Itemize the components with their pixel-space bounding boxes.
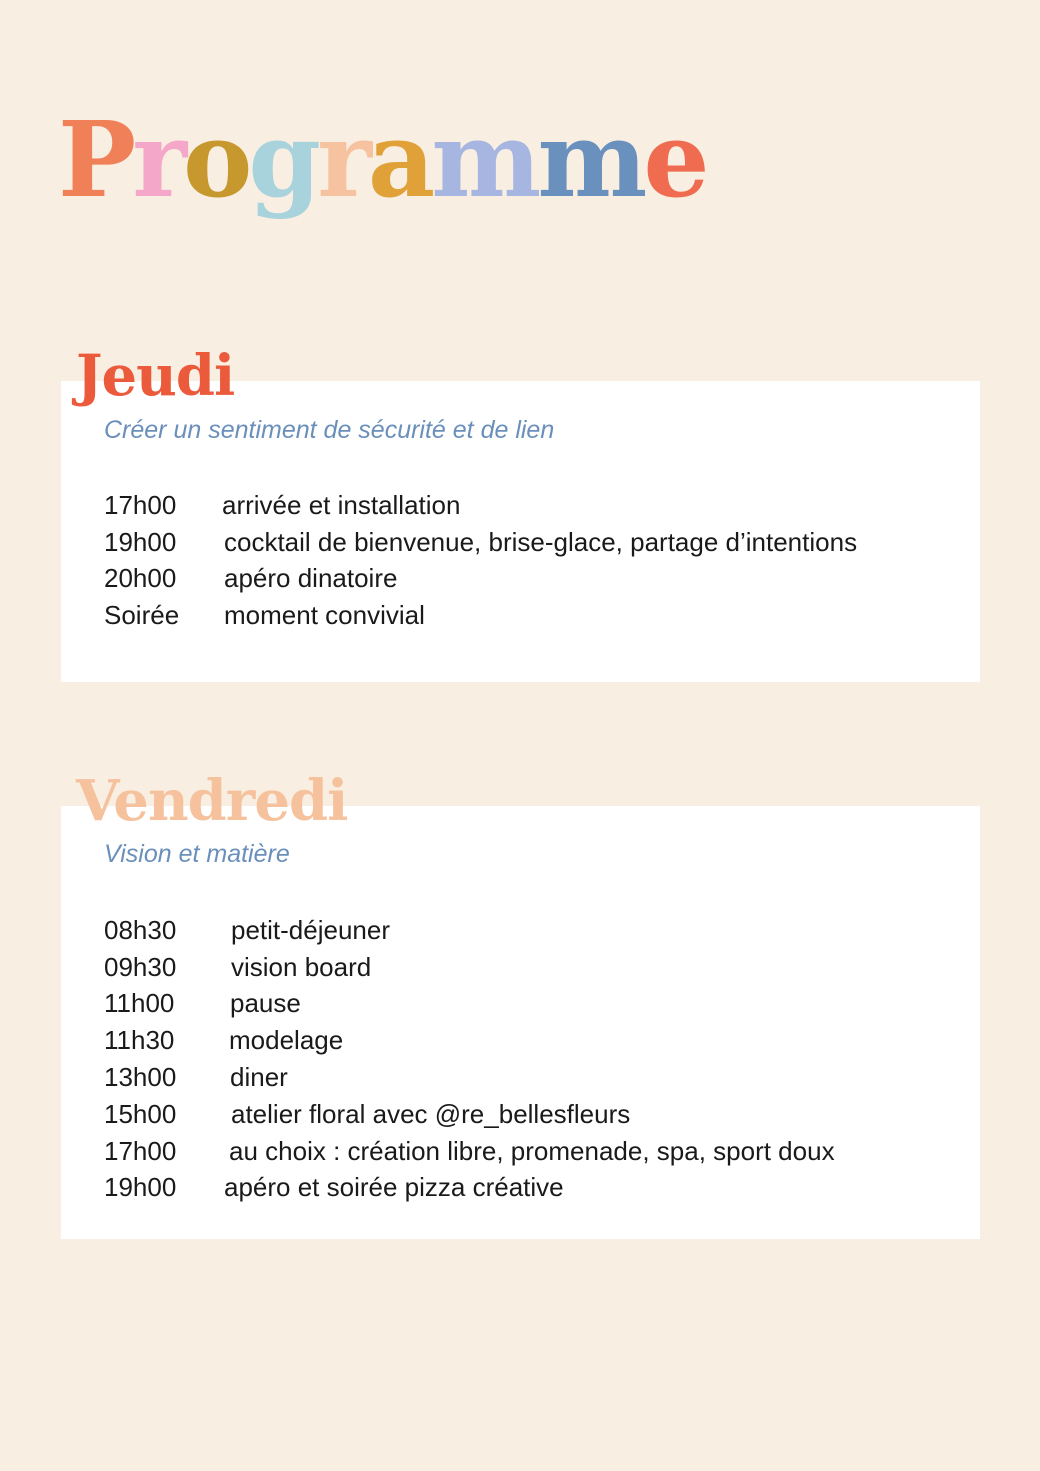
day-heading: Vendredi [76, 768, 348, 834]
schedule-activity: apéro et soirée pizza créative [224, 1172, 564, 1203]
day-heading: Jeudi [76, 343, 235, 409]
schedule-time: 17h00 [104, 1135, 177, 1166]
schedule-activity: arrivée et installation [222, 489, 461, 520]
schedule-time: 13h00 [104, 1062, 177, 1093]
page-title [58, 98, 706, 221]
schedule-time: 19h00 [104, 1172, 177, 1203]
schedule-row [104, 1133, 835, 1170]
schedule-time: 17h00 [104, 489, 177, 520]
schedule-row [104, 912, 835, 949]
schedule-row [104, 487, 857, 524]
title-letter: m [537, 98, 644, 221]
schedule-time: 19h00 [104, 526, 177, 557]
title-letter: P [58, 98, 133, 221]
schedule-time: 09h30 [104, 951, 177, 982]
schedule-time: 11h00 [104, 988, 175, 1019]
schedule-time: 11h30 [104, 1025, 175, 1056]
title-letter: o [183, 98, 249, 221]
schedule-activity: moment convivial [224, 600, 425, 631]
schedule-list [104, 912, 835, 1206]
schedule-activity: cocktail de bienvenue, brise-glace, partage d’intentions [224, 526, 858, 557]
title-letter: e [643, 98, 706, 221]
schedule-time: Soirée [104, 600, 180, 631]
schedule-activity: au choix : création libre, promenade, spa, sport doux [229, 1135, 835, 1166]
day-subtitle: Vision et matière [104, 840, 290, 868]
schedule-activity: apéro dinatoire [224, 563, 398, 594]
schedule-row [104, 1059, 835, 1096]
schedule-activity: pause [230, 988, 301, 1019]
schedule-row [104, 597, 857, 634]
title-letter: a [367, 98, 432, 221]
schedule-time: 08h30 [104, 914, 177, 945]
title-letter: r [132, 98, 183, 221]
schedule-row [104, 949, 835, 986]
day-subtitle: Créer un sentiment de sécurité et de lien [104, 416, 555, 444]
schedule-activity: atelier floral avec @re_bellesfleurs [231, 1098, 631, 1129]
title-letter: g [248, 98, 318, 221]
schedule-list [104, 487, 857, 634]
schedule-row [104, 524, 857, 561]
schedule-activity: vision board [231, 951, 372, 982]
schedule-row [104, 986, 835, 1023]
schedule-row [104, 1022, 835, 1059]
title-letter: r [317, 98, 368, 221]
schedule-activity: modelage [229, 1025, 344, 1056]
schedule-activity: petit-déjeuner [231, 914, 390, 945]
schedule-time: 15h00 [104, 1098, 177, 1129]
schedule-row [104, 561, 857, 598]
schedule-activity: diner [230, 1062, 288, 1093]
schedule-row [104, 1096, 835, 1133]
schedule-time: 20h00 [104, 563, 177, 594]
title-letter: m [431, 98, 538, 221]
schedule-row [104, 1170, 835, 1207]
